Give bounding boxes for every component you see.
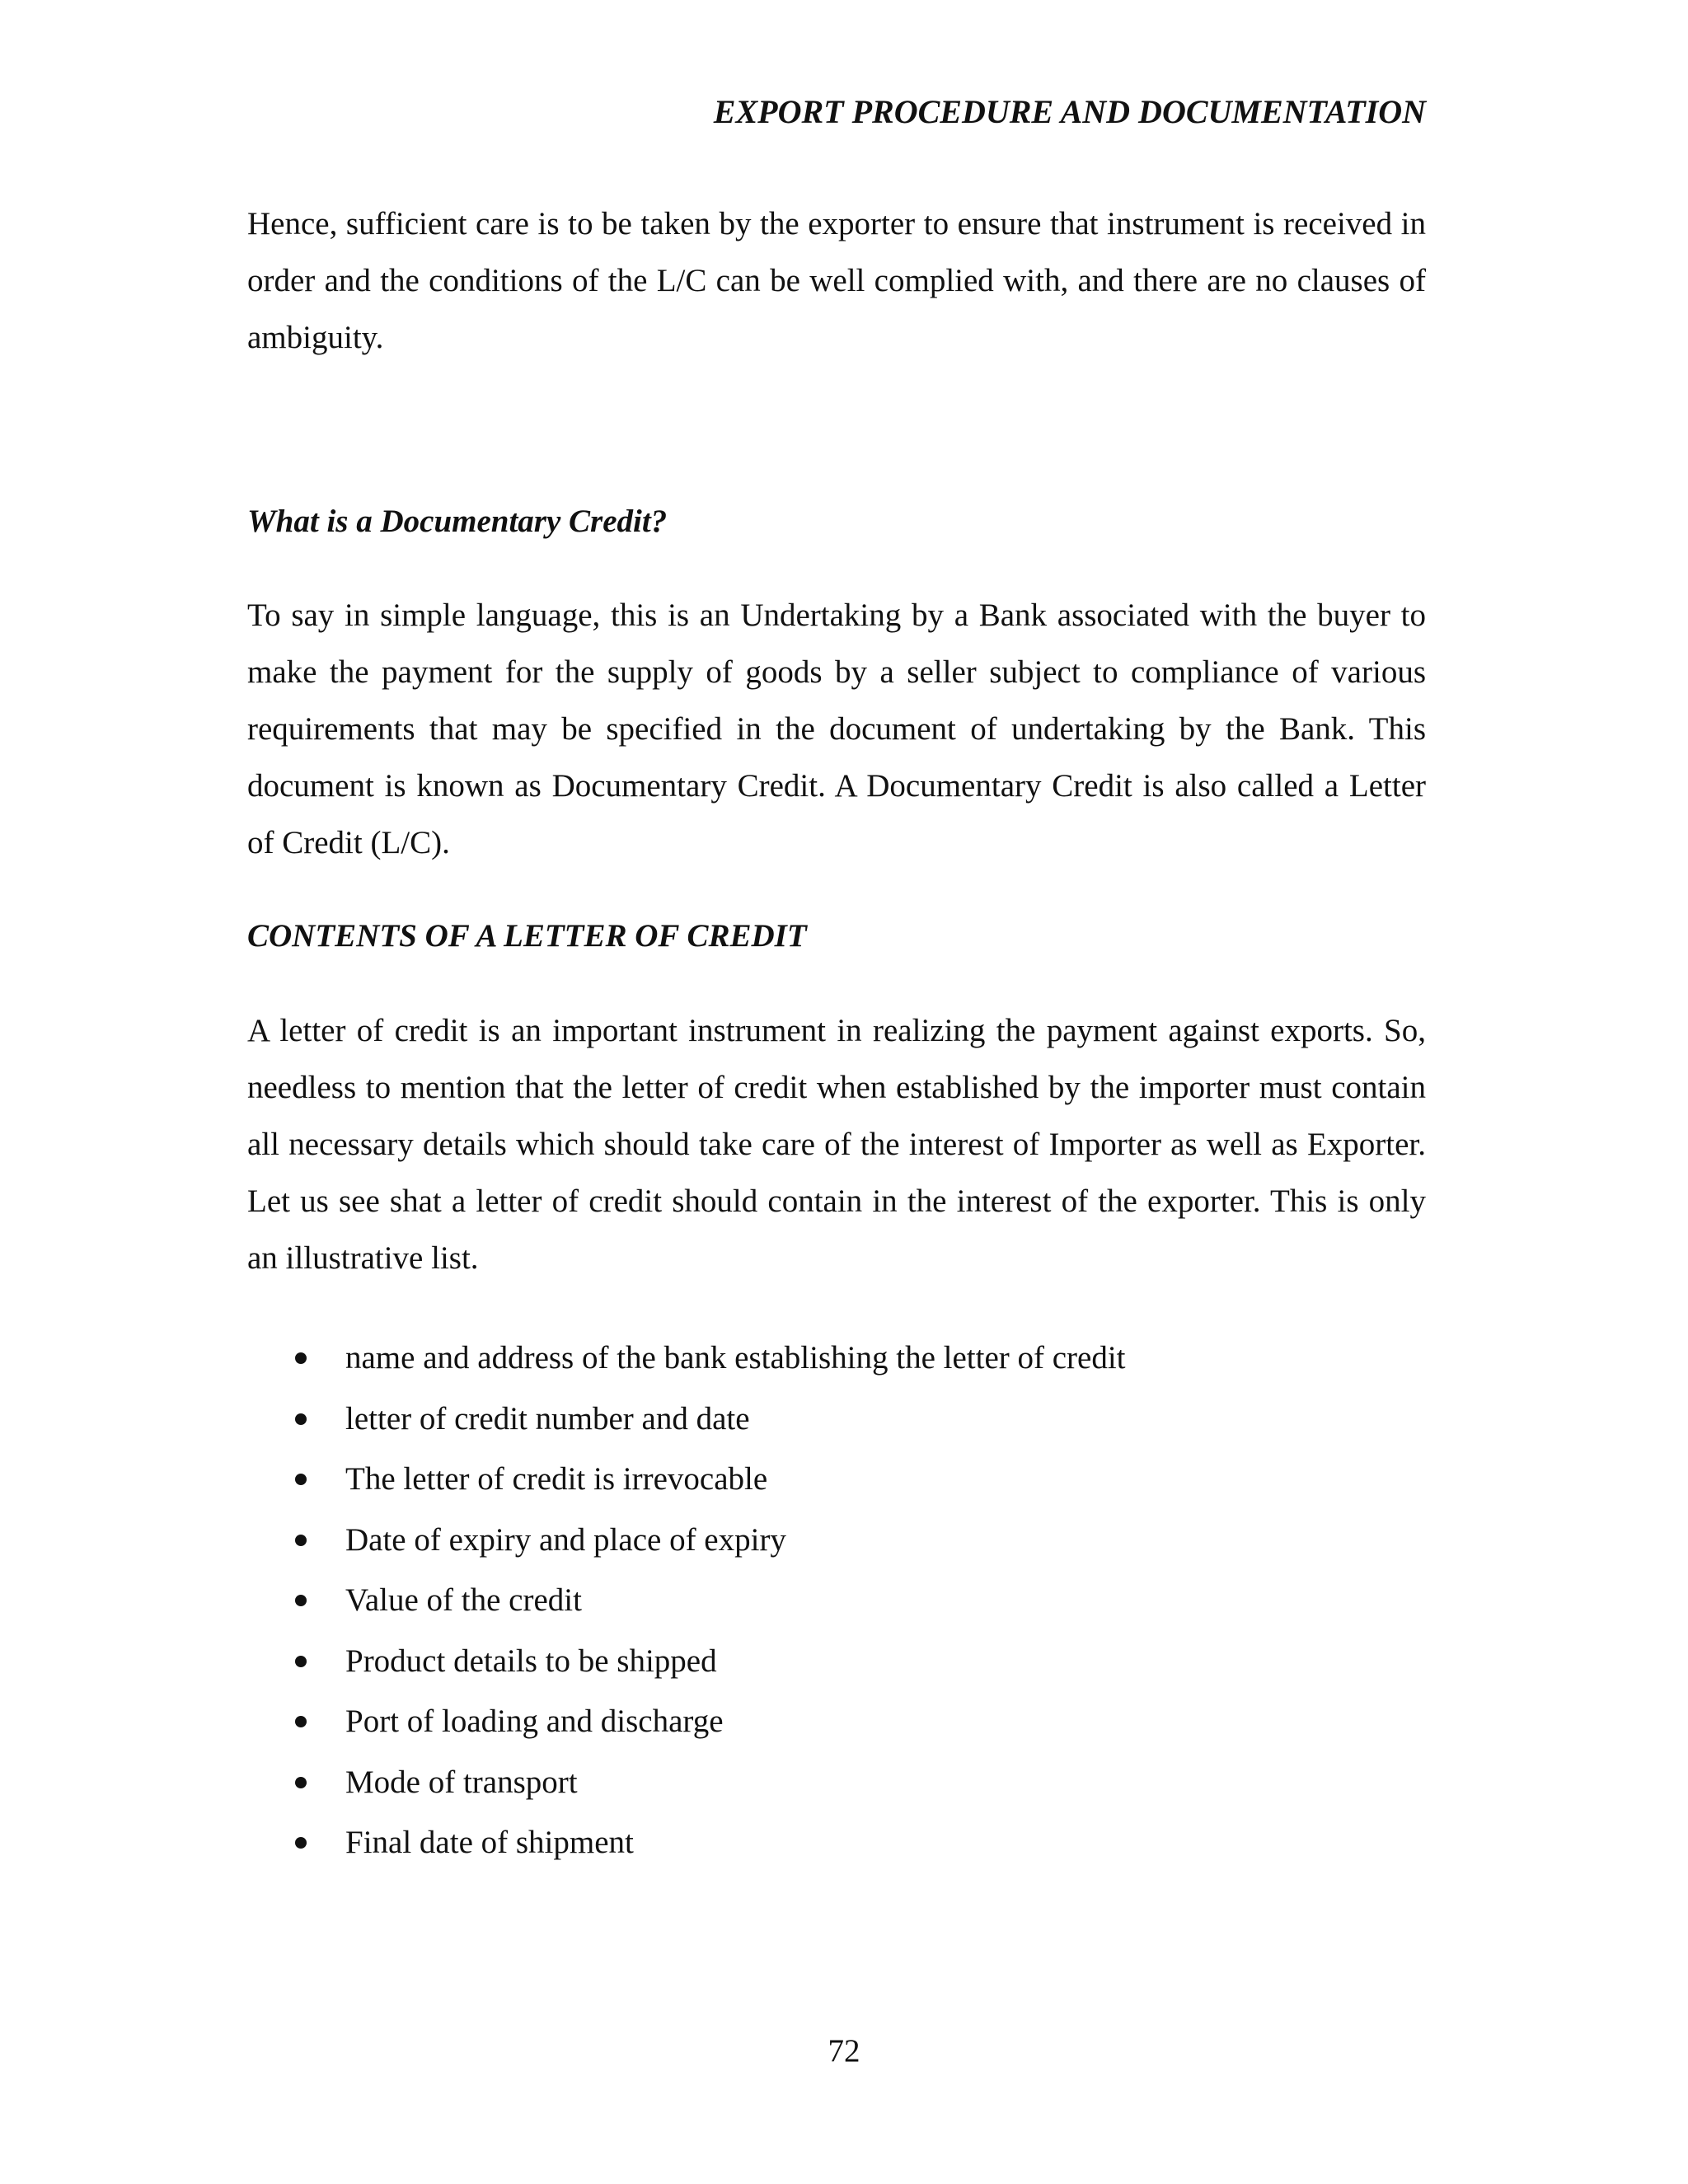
contents-paragraph: A letter of credit is an important instrument in realizing the payment against exports. So, needless to mention that the letter of credit when established by the importer must contain all necessary details which should take care of the interest of Importer as well as Exporter. Let us see shat a letter of credit should contain in the interest of the exporter. This is only an illustrative list.	[247, 1013, 1426, 1276]
list-item-text: Mode of transport	[345, 1764, 578, 1800]
list-item-text: Date of expiry and place of expiry	[345, 1521, 786, 1558]
list-item	[247, 1691, 1426, 1752]
running-header: EXPORT PROCEDURE AND DOCUMENTATION	[713, 93, 1426, 130]
bullet-icon	[295, 1777, 307, 1788]
list-item-text: Final date of shipment	[345, 1825, 634, 1860]
list-item-text: Port of loading and discharge	[345, 1704, 724, 1739]
bullet-icon	[295, 1474, 307, 1485]
lc-contents-list	[247, 1328, 1426, 1873]
section-heading-documentary-credit: What is a Documentary Credit?	[247, 504, 668, 539]
list-item	[247, 1328, 1426, 1389]
bullet-icon	[295, 1837, 307, 1849]
bullet-icon	[295, 1413, 307, 1425]
list-item	[247, 1570, 1426, 1631]
bullet-icon	[295, 1535, 307, 1546]
bullet-icon	[295, 1595, 307, 1606]
list-item	[247, 1389, 1426, 1450]
list-item-text: The letter of credit is irrevocable	[345, 1461, 768, 1497]
list-item	[247, 1449, 1426, 1510]
list-item-text: name and address of the bank establishing the letter of credit	[345, 1340, 1126, 1376]
intro-paragraph: Hence, sufficient care is to be taken by the exporter to ensure that instrument is received in order and the conditions of the L/C can be well complied with, and there are no clauses of ambiguity.	[247, 206, 1426, 355]
list-item-text: Value of the credit	[345, 1582, 582, 1618]
list-item	[247, 1510, 1426, 1571]
list-item	[247, 1752, 1426, 1813]
list-item-text: letter of credit number and date	[345, 1400, 750, 1436]
page-number: 72	[828, 2033, 860, 2069]
documentary-credit-paragraph: To say in simple language, this is an Undertaking by a Bank associated with the buyer to make the payment for the supply of goods by a seller subject to compliance of various requirements that may be specified in the document of undertaking by the Bank. This document is known as Documentary Credit. A Documentary Credit is also called a Letter of Credit (L/C).	[247, 598, 1426, 860]
bullet-icon	[295, 1656, 307, 1667]
list-item	[247, 1631, 1426, 1692]
list-item	[247, 1812, 1426, 1873]
section-heading-contents-of-lc: CONTENTS OF A LETTER OF CREDIT	[247, 918, 807, 954]
bullet-icon	[295, 1716, 307, 1727]
list-item-text: Product details to be shipped	[345, 1643, 717, 1679]
bullet-icon	[295, 1352, 307, 1364]
